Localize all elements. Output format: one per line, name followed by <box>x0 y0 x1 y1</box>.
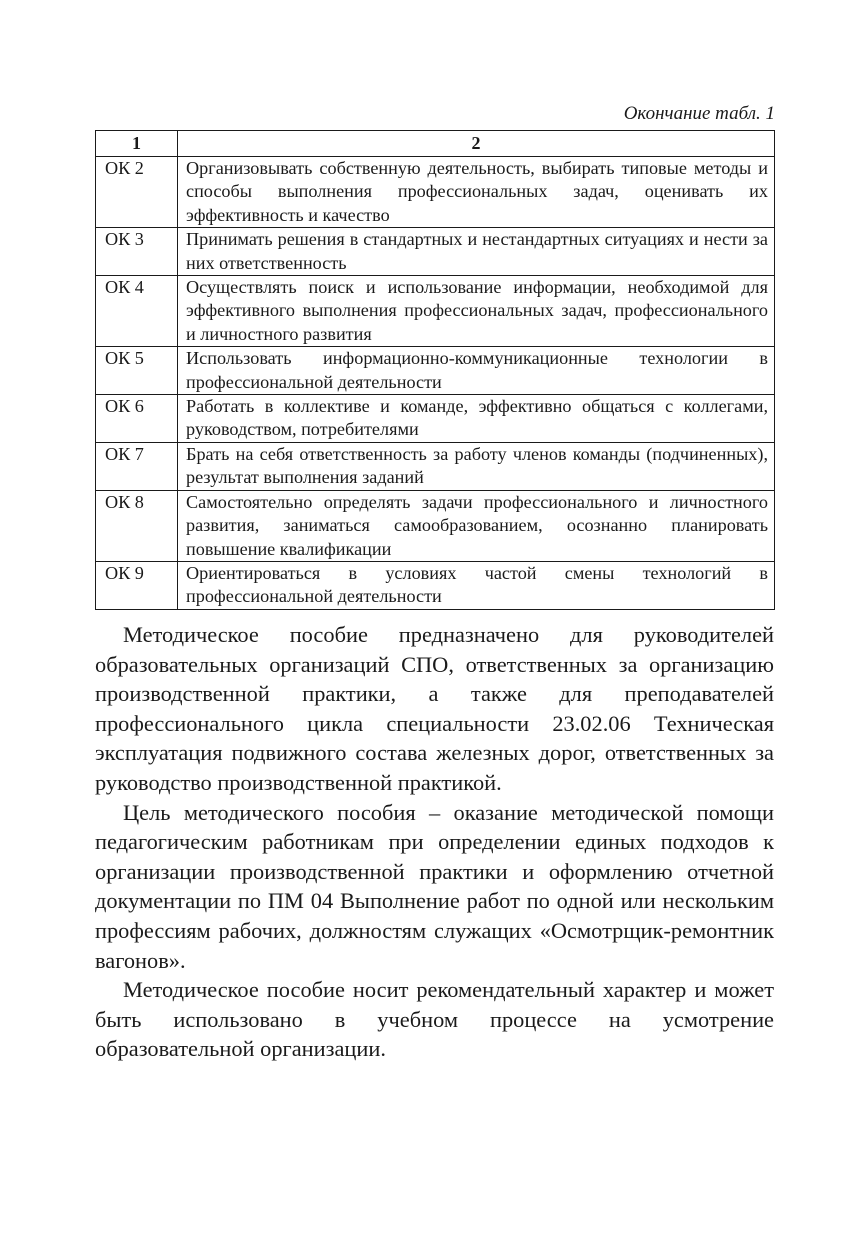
table-row <box>96 157 775 228</box>
paragraph-goal: Цель методического пособия – оказание методической помощи педагогическим работникам при определении единых подходов к организации производственной практики и оформлению отчетной документации по ПМ 04 Выполнение работ по одной или нескольким профессиям рабочих, должностям служащих «Осмотрщик-ремонтник вагонов». <box>95 799 774 973</box>
competency-code: ОК 2 <box>96 157 178 228</box>
competency-description: Самостоятельно определять задачи профессионального и личностного развития, заниматься самообразованием, осознанно планировать повышение квалификации <box>178 490 775 561</box>
table-row <box>96 395 775 443</box>
competency-code: ОК 4 <box>96 276 178 347</box>
body-text <box>95 620 774 1064</box>
column-header-1: 1 <box>96 131 178 157</box>
competency-description: Организовывать собственную деятельность, выбирать типовые методы и способы выполнения профессиональных задач, оценивать их эффективность и качество <box>178 157 775 228</box>
table-row <box>96 276 775 347</box>
competency-description: Работать в коллективе и команде, эффективно общаться с коллегами, руководством, потребителями <box>178 395 775 443</box>
table-row <box>96 561 775 609</box>
competency-code: ОК 7 <box>96 442 178 490</box>
competency-code: ОК 8 <box>96 490 178 561</box>
competency-description: Принимать решения в стандартных и нестандартных ситуациях и нести за них ответственность <box>178 228 775 276</box>
paragraph-purpose: Методическое пособие предназначено для руководителей образовательных организаций СПО, ответственных за организацию производственной практики, а также для преподавателей профессионального цикла специальности 23.02.06 Техническая эксплуатация подвижного состава железных дорог, ответственных за руководство производственной практикой. <box>95 622 774 795</box>
table-row <box>96 490 775 561</box>
competency-description: Брать на себя ответственность за работу членов команды (подчиненных), результат выполнения заданий <box>178 442 775 490</box>
competency-description: Осуществлять поиск и использование информации, необходимой для эффективного выполнения профессиональных задач, профессионального и личностного развития <box>178 276 775 347</box>
competency-code: ОК 6 <box>96 395 178 443</box>
competency-code: ОК 3 <box>96 228 178 276</box>
table-header-row <box>96 131 775 157</box>
column-header-2: 2 <box>178 131 775 157</box>
table-caption: Окончание табл. 1 <box>623 103 775 124</box>
competencies-table <box>95 130 775 610</box>
competency-code: ОК 9 <box>96 561 178 609</box>
table-row <box>96 228 775 276</box>
competency-code: ОК 5 <box>96 347 178 395</box>
competency-description: Использовать информационно-коммуникационные технологии в профессиональной деятельности <box>178 347 775 395</box>
table-row <box>96 442 775 490</box>
competency-description: Ориентироваться в условиях частой смены технологий в профессиональной деятельности <box>178 561 775 609</box>
paragraph-recommendation: Методическое пособие носит рекомендательный характер и может быть использовано в учебном процессе на усмотрение образовательной организации. <box>95 977 774 1062</box>
table-row <box>96 347 775 395</box>
